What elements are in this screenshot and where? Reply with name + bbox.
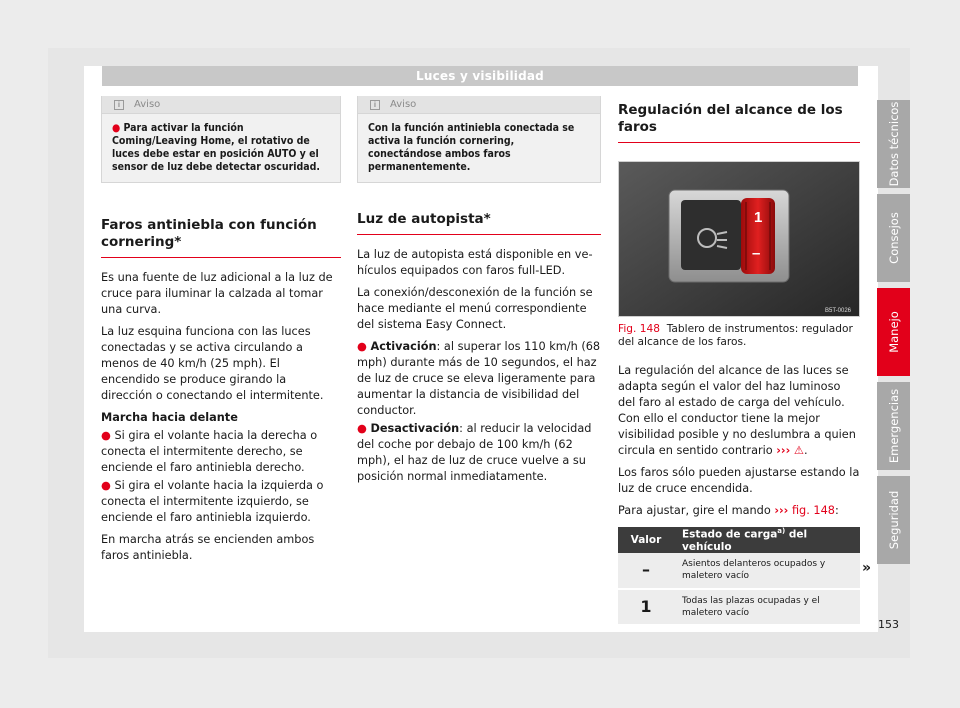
chapter-header: Luces y visibilidad (102, 66, 858, 86)
figure-link[interactable]: fig. 148 (791, 504, 835, 517)
notice-header (358, 96, 600, 114)
column-right (618, 96, 860, 626)
table-row (618, 589, 860, 625)
notice-label: Aviso (134, 99, 161, 110)
bullet-item: ● Desactivación: al reducir la velocidad del coche por debajo de 100 km/h (62 mph), el haz de luz de cruce vuelve a su posición normal inmediatamente. (357, 422, 592, 483)
bullet-item: ● Si gira el volante hacia la derecha o conecta el intermitente derecho, se enciende el faro antiniebla derecho. (101, 429, 318, 474)
bullet-item: ● Activación: al superar los 110 km/h (68 mph) durante más de 10 segundos, el haz de luz de cruce se eleva ligeramente para aumentar la distancia de visibilidad del conductor. (357, 340, 601, 417)
paragraph: Los faros sólo pueden ajustarse estando la luz de cruce encendida. (618, 466, 860, 495)
headlight-dial-illustration (619, 162, 860, 317)
bullet-item: ● Si gira el volante hacia la izquierda o conecta el intermitente izquierdo, se enciende el faro antiniebla izquierdo. (101, 479, 324, 524)
tab-seguridad[interactable]: Seguridad (877, 476, 910, 564)
bullet-icon: ● (357, 422, 371, 435)
section-title-regulacion: Regulación del alcance de los faros (618, 102, 860, 143)
table-cell-estado: Todas las plazas ocupadas y el maletero vacío (674, 589, 860, 625)
figure-caption: Fig. 148 Tablero de instrumentos: regulador del alcance de los faros. (618, 323, 853, 348)
paragraph: La regulación del alcance de las luces se adapta según el valor del haz luminoso del faro al estado de carga del vehículo. Con ello el conductor tiene la mejor visibilidad posible y no deslumbra a quien circula en sentido contrario ››› ⚠. (618, 364, 856, 457)
section-title-autopista: Luz de autopista* (357, 211, 601, 235)
table-row (618, 553, 860, 589)
figure-headlight-dial (618, 161, 860, 317)
bullet-icon: ● (101, 429, 115, 442)
chapter-tabs (877, 100, 910, 570)
notice-text: Con la función antiniebla conectada se activa la función cornering, conectándose ambos faros permanentemente. (368, 122, 575, 173)
bullet-icon: ● (112, 122, 124, 134)
paragraph: En marcha atrás se encienden ambos faros antiniebla. (101, 533, 315, 562)
tab-datos-tecnicos[interactable]: Datos técnicos (877, 100, 910, 188)
dial-mark-1: 1 (754, 209, 763, 226)
column-middle (357, 96, 601, 485)
info-icon: i (114, 100, 124, 110)
tab-manejo[interactable]: Manejo (877, 288, 910, 376)
bullet-icon: ● (101, 479, 115, 492)
load-table (618, 527, 860, 626)
column-left (101, 96, 341, 564)
paragraph: La luz esquina funciona con las luces conectadas y se activa circulando a menos de 40 km/h (25 mph). El encendido se produce girando la dirección o conectando el intermitente. (101, 325, 324, 402)
dial-mark-dash: – (752, 245, 761, 262)
table-cell-valor: 1 (618, 589, 674, 625)
notice-label: Aviso (390, 99, 417, 110)
warning-icon: ⚠ (793, 444, 804, 457)
paragraph: Es una fuente de luz adicional a la luz de cruce para iluminar la calzada al tomar una curva. (101, 271, 333, 316)
notice-header (102, 96, 340, 114)
notice-box (101, 96, 341, 183)
table-header-valor: Valor (618, 527, 674, 553)
info-icon: i (370, 100, 380, 110)
table-cell-estado: Asientos delanteros ocupados y maletero vacío (674, 553, 860, 589)
paragraph: La conexión/desconexión de la función se hace mediante el menú correspondiente del sistema Easy Connect. (357, 286, 593, 331)
notice-box (357, 96, 601, 183)
tab-consejos[interactable]: Consejos (877, 194, 910, 282)
paragraph: La luz de autopista está disponible en vehículos equipados con faros full-LED. (357, 248, 593, 277)
page-number: 153 (878, 618, 899, 631)
section-title-cornering: Faros antiniebla con función cornering* (101, 217, 341, 258)
continue-mark: » (862, 560, 872, 576)
bullet-icon: ● (357, 340, 371, 353)
table-cell-valor: – (618, 553, 674, 589)
subheading: Marcha hacia delante (101, 411, 238, 424)
paragraph: Para ajustar, gire el mando ››› fig. 148: (618, 504, 839, 517)
notice-text: ● Para activar la función Coming/Leaving Home, el rotativo de luces debe estar en posición AUTO y el sensor de luz debe detectar oscuridad. (112, 122, 321, 173)
tab-emergencias[interactable]: Emergencias (877, 382, 910, 470)
figure-code: B5T-0026 (825, 308, 852, 314)
table-header-estado: Estado de carga$^{a)}$ del vehículo (674, 527, 860, 553)
